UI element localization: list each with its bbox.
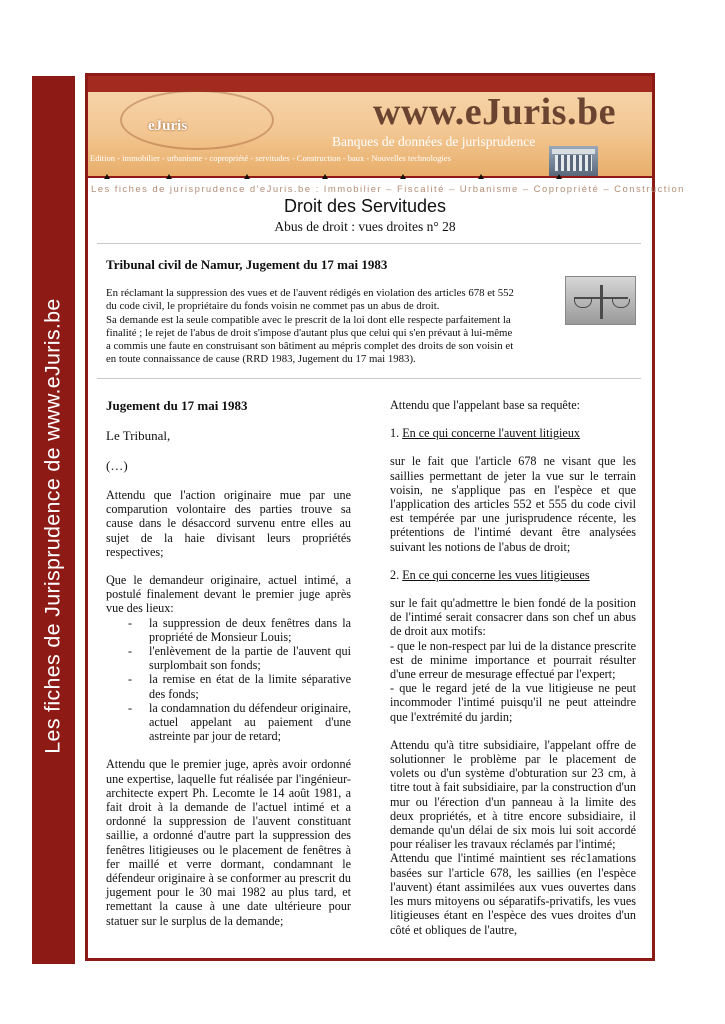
tagline: Les fiches de jurisprudence d'eJuris.be : Immobilier – Fiscalité – Urbanisme – Copropriété – Construction <box>91 184 685 195</box>
site-banner[interactable] <box>88 76 652 178</box>
paragraph: sur le fait que l'article 678 ne visant que les saillies permettant de jeter la vue sur le terrain voisin, ne s'applique pas en l'espèce et que l'application des articles 552 et 555 du code civil est tempérée par une jurisprudence récente, les prétentions de l'intimé devant être analysées suivant les notions de l'abus de droit; <box>390 454 636 554</box>
marker-icon <box>104 174 110 179</box>
divider <box>97 243 641 244</box>
right-column <box>390 398 636 937</box>
marker-icon <box>556 174 562 179</box>
section-heading: 2. En ce qui concerne les vues litigieuses <box>390 567 590 582</box>
paragraph: Attendu que l'action originaire mue par une comparution volontaire des parties trouve sa cause dans le désaccord survenu entre elles au sujet de la haie divisant leurs propriétés respectives; <box>106 488 351 559</box>
paragraph: Attendu que le premier juge, après avoir ordonné une expertise, laquelle fut réalisée par l'ingénieur-architecte expert Ph. Lecomte le 14 août 1981, a fait droit à la demande de l'actuel intimé et a ordonné la suppression de l'auvent constituant saillie, a ordonné d'autre part la suppression des fenêtres litigieuses ou le placement de fenêtres à fer maillé et verre dormant, condamnant le défendeur originaire à se conformer au prescrit du jugement pour le 30 mai 1982 au plus tard, et remettant la cause à une date ultérieure pour statuer sur le surplus de la demande; <box>106 757 351 928</box>
sidebar-title: Les fiches de Jurisprudence de www.eJuris.be <box>40 298 65 754</box>
paragraph: - que le regard jeté de la vue litigieuse ne peut incommoder l'intimé puisqu'il ne peut atteindre que l'extrémité du jardin; <box>390 681 636 724</box>
section-heading: 1. En ce qui concerne l'auvent litigieux <box>390 426 581 441</box>
left-column <box>106 398 351 928</box>
case-summary: En réclamant la suppression des vues et de l'auvent rédigés en violation des articles 678 et 552 du code civil, le propriétaire du fonds voisin ne commet pas un abus de droit. Sa demande est la seule compatible avec le prescrit de la loi dont elle respecte parfaitement la finalité ; le rejet de l'abus de droit s'impose d'autant plus que celui qui s'en prévaut à lui-même a commis une faute en construisant son bâtiment au mépris complet des droits de son voisin et en toute connaissance de cause (RRD 1983, Jugement du 17 mai 1983). <box>106 287 514 366</box>
paragraph: - que le non-respect par lui de la distance prescrite est de minime importance et pourrait résulter d'une erreur de mesurage effectué par l'expert; <box>390 638 636 682</box>
marker-icon <box>244 174 250 179</box>
courthouse-icon <box>549 146 598 176</box>
court-label: Le Tribunal, <box>106 428 171 443</box>
marker-icon <box>400 174 406 179</box>
scales-of-justice-icon <box>565 276 636 325</box>
paragraph: Attendu que l'appelant base sa requête: <box>390 398 581 412</box>
divider <box>97 378 641 379</box>
list-item: - l'enlèvement de la partie de l'auvent qui surplombait son fonds; <box>128 644 351 673</box>
marker-icon <box>166 174 172 179</box>
banner-nav[interactable]: Edition - immobilier - urbanisme - copropriété - servitudes - Construction - baux - Nouvelles technologies <box>90 153 451 163</box>
case-heading: Tribunal civil de Namur, Jugement du 17 mai 1983 <box>106 257 388 272</box>
list-item: - la remise en état de la limite séparative des fonds; <box>128 672 351 701</box>
paragraph: Que le demandeur originaire, actuel intimé, a postulé finalement devant le premier juge après vue des lieux: <box>106 573 351 616</box>
list-item: - la suppression de deux fenêtres dans la propriété de Monsieur Louis; <box>128 615 351 644</box>
page-title: Droit des Servitudes <box>283 196 447 216</box>
ellipsis: (…) <box>106 458 128 473</box>
claims-list <box>106 616 351 744</box>
banner-site-name[interactable]: www.eJuris.be <box>373 91 616 133</box>
banner-subtitle: Banques de données de jurisprudence <box>332 134 536 149</box>
eye-logo-icon <box>120 90 274 150</box>
marker-icon <box>478 174 484 179</box>
paragraph: Attendu qu'à titre subsidiaire, l'appelant offre de solutionner le problème par le placement de volets ou d'un système d'obturation sur 23 cm, à titre tout à fait subsidiaire, par la construction d'un mur ou l'érection d'un panneau à la limite des deux propriétés, et à titre encore subsidiaire, il demande qu'un délai de six mois lui soit accordé pour réaliser les travaux réclamés par l'intimé; <box>390 737 636 852</box>
banner-logo-text: eJuris <box>148 118 188 134</box>
page-subtitle: Abus de droit : vues droites n° 28 <box>274 219 456 234</box>
paragraph: Attendu que l'intimé maintient ses réc1amations basées sur l'article 678, les saillies (en l'espèce l'auvent) étant assimilées aux vues ouvertes dans les murs mitoyens ou séparatifs-privatifs, les vues litigieuses étant en l'espèce des vues droites d'un côté et obliques de l'autre, <box>390 851 636 937</box>
judgment-heading: Jugement du 17 mai 1983 <box>106 398 248 413</box>
paragraph: sur le fait qu'admettre le bien fondé de la position de l'intimé serait consacrer dans son chef un abus de droit aux motifs: <box>390 596 636 639</box>
list-item: - la condamnation du défendeur originaire, actuel appelant au paiement d'une astreinte par jour de retard; <box>128 700 351 744</box>
marker-icon <box>322 174 328 179</box>
